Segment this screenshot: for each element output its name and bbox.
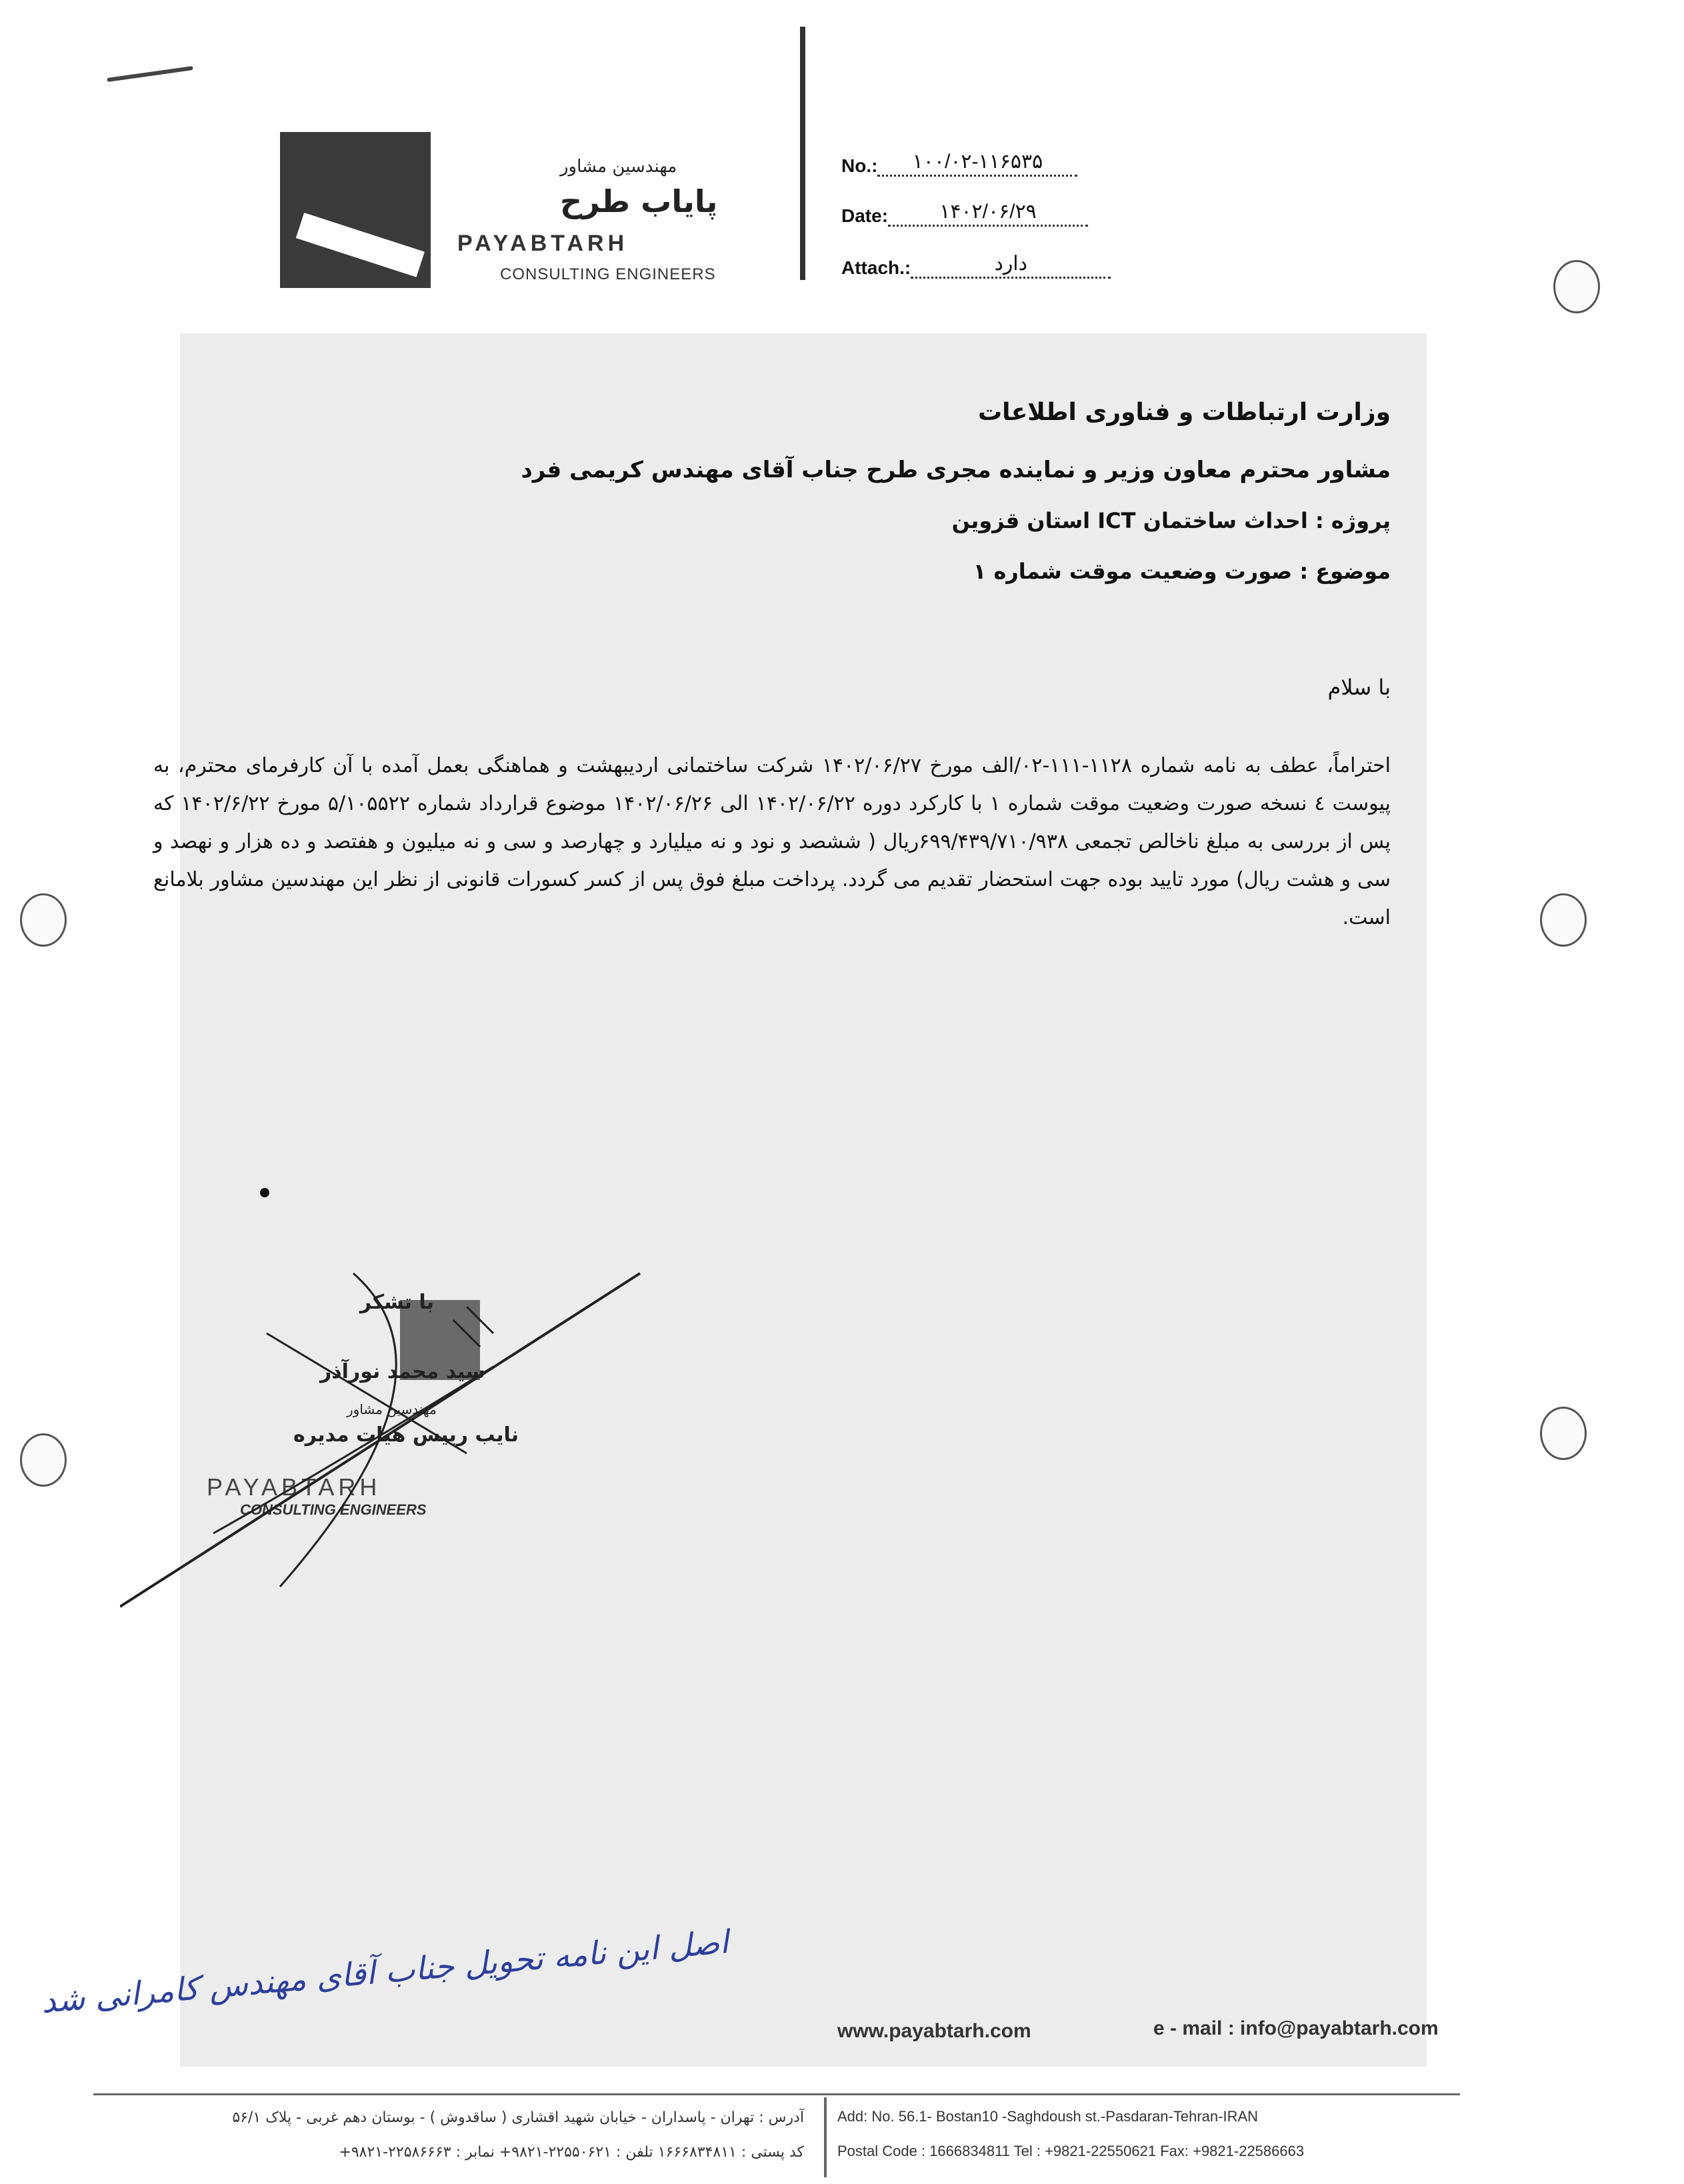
footer-contact-fa: کد پستی : ۱۶۶۶۸۳۴۸۱۱ تلفن : ۲۲۵۵۰۶۲۱-۹۸۲۱+ نمابر : ۲۲۵۸۶۶۶۳-۹۸۲۱+	[339, 2144, 804, 2161]
footer-divider	[93, 2093, 1460, 2095]
punch-hole	[20, 893, 67, 947]
footer-email: e - mail : info@payabtarh.com	[1153, 2017, 1439, 2039]
punch-hole	[1540, 893, 1587, 947]
footer-address-fa: آدرس : تهران - پاسداران - خیابان شهید اقشاری ( ساقدوش ) - بوستان دهم غربی - پلاک ۵۶/۱	[232, 2109, 804, 2126]
punch-hole	[1553, 260, 1600, 313]
recipient-person: مشاور محترم معاون وزیر و نماینده مجری طرح جناب آقای مهندس کریمی فرد	[521, 457, 1391, 483]
logo-slash-shape	[296, 213, 425, 277]
scan-shading	[180, 333, 1427, 2067]
stamp-brand: PAYABTARH	[207, 1473, 381, 1501]
letter-attach-value: دارد	[911, 252, 1111, 279]
letter-body: احتراماً، عطف به نامه شماره ۱۱۲۸-۱۱۱-۰۲/الف مورخ ۱۴۰۲/۰۶/۲۷ شرکت ساختمانی اردیبهشت و هماهنگی بعمل آمده با آن کارفرمای محترم، به پیوست ٤ نسخه صورت وضعیت موقت شماره ۱ با کارکرد دوره ۱۴۰۲/۰۶/۲۲ الی ۱۴۰۲/۰۶/۲۶ موضوع قرارداد شماره ۵/۱۰۵۵۲۲ مورخ ۱۴۰۲/۶/۲۲ که پس از بررسی به مبلغ ناخالص تجمعی ۶۹۹/۴۳۹/۷۱۰/۹۳۸ریال ( ششصد و نود و نه میلیارد و چهارصد و سی و نه میلیون و هفتصد و ده هزار و نهصد و سی و هشت ریال) مورد تایید بوده جهت استحضار تقدیم می گردد. پرداخت مبلغ فوق پس از کسر کسورات قانونی از نظر این مهندسین مشاور بلامانع است.	[153, 754, 1391, 929]
pen-mark	[107, 66, 193, 82]
stamp-subtitle: CONSULTING ENGINEERS	[240, 1501, 427, 1518]
signature-scribble	[120, 1253, 653, 1627]
footer-contact-en: Postal Code : 1666834811 Tel : +9821-22550621 Fax: +9821-22586663	[837, 2143, 1305, 2159]
subject-line: موضوع : صورت وضعیت موقت شماره ۱	[973, 559, 1391, 584]
signer-title: نایب رییس هیات مدیره	[293, 1423, 519, 1447]
greeting: با سلام	[1327, 675, 1391, 700]
header-divider	[800, 27, 805, 280]
brand-subtitle: CONSULTING ENGINEERS	[500, 265, 716, 283]
letter-attach-row	[841, 252, 1111, 279]
letter-number-value: ۱۰۰/۰۲-۱۱۶۵۳۵	[877, 150, 1077, 177]
letter-date-label: Date:	[841, 205, 889, 226]
handwritten-note: اصل این نامه تحویل جناب آقای مهندس کامرانی شد	[39, 1923, 730, 2021]
signature-thanks: با تشکر	[360, 1291, 434, 1314]
brand-name-fa: پایاب طرح	[560, 183, 718, 219]
brand-name-en: PAYABTARH	[457, 231, 629, 256]
punch-hole	[20, 1433, 67, 1487]
brand-name-fa-small: مهندسین مشاور	[560, 157, 677, 177]
footer-website: www.payabtarh.com	[837, 2020, 1031, 2042]
signature-block	[120, 1253, 653, 1627]
punch-hole	[1540, 1407, 1587, 1460]
project-line: پروژه : احداث ساختمان ICT استان قزوین	[951, 508, 1391, 533]
footer-address-en: Add: No. 56.1- Bostan10 -Saghdoush st.-Pasdaran-Tehran-IRAN	[837, 2108, 1259, 2125]
letter-number-row	[841, 150, 1077, 177]
recipient-organization: وزارت ارتباطات و فناوری اطلاعات	[978, 399, 1391, 426]
company-logo	[280, 132, 431, 288]
letter-date-row	[841, 200, 1088, 227]
ink-dot	[260, 1188, 269, 1197]
letter-number-label: No.:	[841, 155, 878, 176]
letter-attach-label: Attach.:	[841, 257, 911, 278]
signer-name: سید محمد نورآذر	[320, 1360, 485, 1383]
footer-column-divider	[824, 2097, 827, 2177]
signer-company: مهندسین مشاور	[347, 1401, 437, 1417]
letter-date-value: ۱۴۰۲/۰۶/۲۹	[888, 200, 1088, 227]
